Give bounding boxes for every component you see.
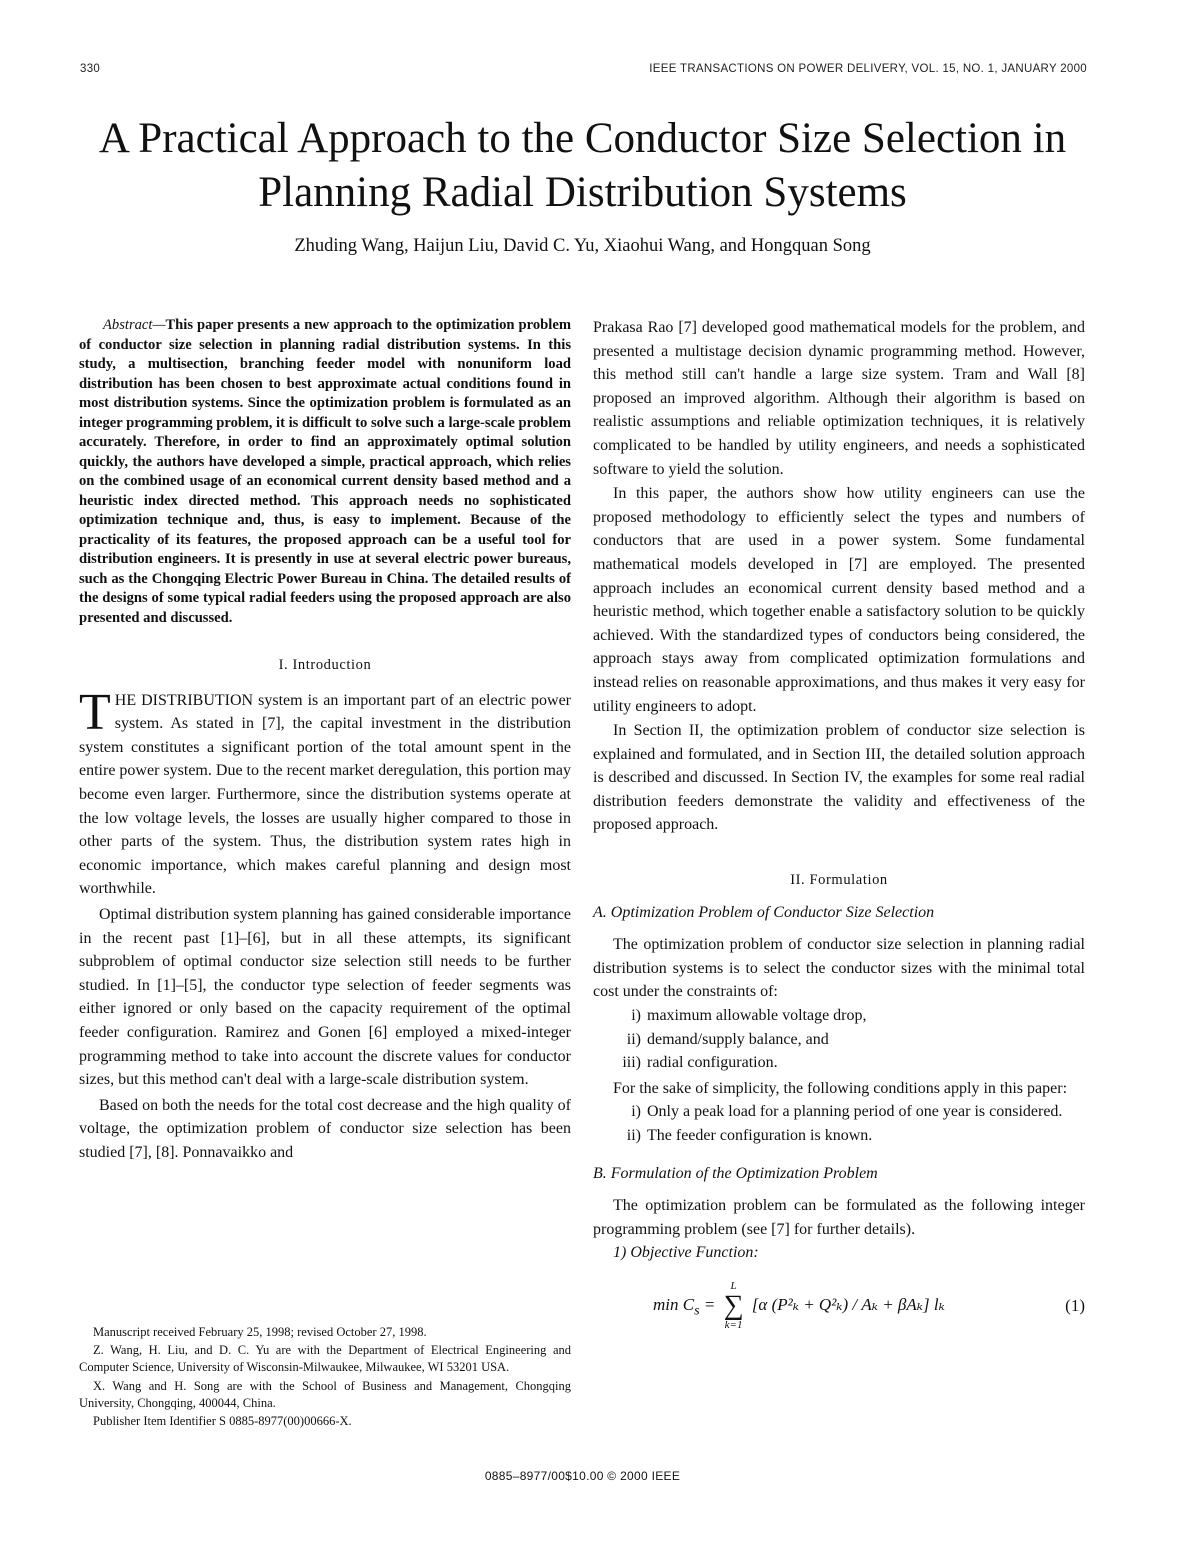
equation-expression: $\min C_s$ = L ∑ k=1 [α (P²ₖ + Q²ₖ) / Aₖ + βAₖ] lₖ xyxy=(653,1279,945,1331)
list-item: i) Only a peak load for a planning period of one year is considered. xyxy=(631,1103,1063,1121)
subsection-heading-b: B. Formulation of the Optimization Problem xyxy=(593,1164,878,1182)
author-list: Zhuding Wang, Haijun Liu, David C. Yu, Xiaohui Wang, and Hongquan Song xyxy=(294,236,871,256)
drop-cap: T xyxy=(79,683,111,741)
formulation-paragraph-2: For the sake of simplicity, the following conditions apply in this paper: xyxy=(613,1079,1068,1097)
equation-number: (1) xyxy=(1065,1296,1085,1316)
paper-title: A Practical Approach to the Conductor Size Selection in Planning Radial Distribution Systems xyxy=(98,115,1067,216)
objective-function-heading: 1) Objective Function: xyxy=(613,1244,759,1262)
footnote-affiliation-1: Z. Wang, H. Liu, and D. C. Yu are with the Department of Electrical Engineering and Computer Science, University of Wisconsin-Milwaukee, Milwaukee, WI 53201 USA. xyxy=(79,1343,571,1375)
footnote-affiliation-2: X. Wang and H. Song are with the School of Business and Management, Chongqing University, Chongqing, 400044, China. xyxy=(79,1378,571,1410)
intro-paragraph-1-text: HE DISTRIBUTION system is an important part of an electric power system. As stated in [7], the capital investment in the distribution system constitutes a significant portion of the total amount spent in the entire power system. Due to the recent market deregulation, this portion may become even larger. Furthermore, since the distribution systems operate at the low voltage levels, the losses are usually higher compared to those in other parts of the system. Thus, the distribution system rates high in economic importance, which makes careful planning and design most worthwhile. xyxy=(79,691,571,898)
formulation-paragraph-1: The optimization problem of conductor size selection in planning radial distribution systems is to select the conductor sizes with the minimal total cost under the constraints of: xyxy=(593,936,1085,1001)
abstract xyxy=(79,316,571,628)
list-item: ii) demand/supply balance, and xyxy=(626,1030,829,1048)
intro-paragraph-2: Optimal distribution system planning has gained considerable importance in the recent past [1]–[6], but in all these attempts, its significant subproblem of optimal conductor size selection still needs to be further studied. In [1]–[5], the conductor type selection of feeder segments was either ignored or only based on the capacity requirement of the optimal feeder configuration. Ramirez and Gonen [6] employed a mixed-integer programming method to take into account the discrete values for conductor sizes, but this method can't deal with a large-scale distribution system. xyxy=(79,905,571,1089)
journal-header: IEEE TRANSACTIONS ON POWER DELIVERY, VOL. 15, NO. 1, JANUARY 2000 xyxy=(649,63,1087,75)
intro-paragraph-1 xyxy=(79,683,571,901)
condition-list xyxy=(593,1100,1085,1147)
section-heading-formulation: II. Formulation xyxy=(790,872,888,889)
footnotes xyxy=(79,1324,571,1431)
copyright-footer: 0885–8977/00$10.00 © 2000 IEEE xyxy=(484,1469,681,1483)
equation-1 xyxy=(593,1281,1085,1331)
abstract-lead: Abstract— xyxy=(103,317,166,333)
intro-paragraph-5: In this paper, the authors show how utility engineers can use the proposed methodology to efficiently select the types and numbers of conductors that are used in a power system. Some fundamental mathematical models developed in [7] are employed. The presented approach includes an economical current density based method and a heuristic method, which together enable a satisfactory solution to be quickly achieved. With the standardized types of conductors being considered, the approach stays away from complicated optimization formulations and instead relies on reasonable approximations, and thus makes it very easy for utility engineers to adopt. xyxy=(593,485,1085,715)
intro-paragraph-4: Prakasa Rao [7] developed good mathematical models for the problem, and presented a multistage decision dynamic programming method. However, this method still can't handle a large size system. Tram and Wall [8] proposed an improved algorithm. Although their algorithm is based on realistic assumptions and reliable optimization techniques, it is relatively complicated to be handled by utility engineers, and needs a sophisticated software to yield the solution. xyxy=(593,319,1085,478)
left-column xyxy=(79,316,571,1164)
intro-paragraph-6: In Section II, the optimization problem of conductor size selection is explained and formulated, and in Section III, the detailed solution approach is described and discussed. In Section IV, the examples for some real radial distribution feeders demonstrate the validity and effectiveness of the proposed approach. xyxy=(593,722,1085,834)
intro-paragraph-3: Based on both the needs for the total cost decrease and the high quality of voltage, the optimization problem of conductor size selection has been studied [7], [8]. Ponnavaikko and xyxy=(79,1096,571,1161)
right-column xyxy=(593,316,1085,1331)
constraint-list xyxy=(593,1004,1085,1075)
footnote-publisher-id: Publisher Item Identifier S 0885-8977(00)00666-X. xyxy=(93,1414,352,1429)
summation-sign: L ∑ k=1 xyxy=(723,1279,744,1331)
subsection-heading-a: A. Optimization Problem of Conductor Size Selection xyxy=(593,903,935,921)
footnote-manuscript: Manuscript received February 25, 1998; revised October 27, 1998. xyxy=(93,1325,427,1339)
formulation-paragraph-3: The optimization problem can be formulated as the following integer programming problem (see [7] for further details). xyxy=(593,1197,1085,1238)
abstract-text: This paper presents a new approach to the optimization problem of conductor size selection in planning radial distribution systems. In this study, a multisection, branching feeder model with nonuniform load distribution has been chosen to best approximate actual conditions found in most distribution systems. Since the optimization problem is formulated as an integer programming problem, it is difficult to solve such a large-scale problem accurately. Therefore, in order to find an approximately optimal solution quickly, the authors have developed a simple, practical approach, which relies on the combined usage of an economical current density based method and a heuristic index directed method. This approach needs no sophisticated optimization technique and, thus, is easy to implement. Because of the practicality of its features, the proposed approach can be a useful tool for distribution engineers. It is presently in use at several electric power bureaus, such as the Chongqing Electric Power Bureau in China. The detailed results of the designs of some typical radial feeders using the proposed approach are also presented and discussed. xyxy=(79,317,571,626)
section-heading-introduction: I. Introduction xyxy=(278,657,372,673)
page-number: 330 xyxy=(80,63,101,75)
equation-body: [α (P²ₖ + Q²ₖ) / Aₖ + βAₖ] lₖ xyxy=(751,1294,945,1314)
list-item: iii) radial configuration. xyxy=(622,1054,778,1072)
list-item: i) maximum allowable voltage drop, xyxy=(631,1007,867,1025)
list-item: ii) The feeder configuration is known. xyxy=(626,1127,873,1144)
